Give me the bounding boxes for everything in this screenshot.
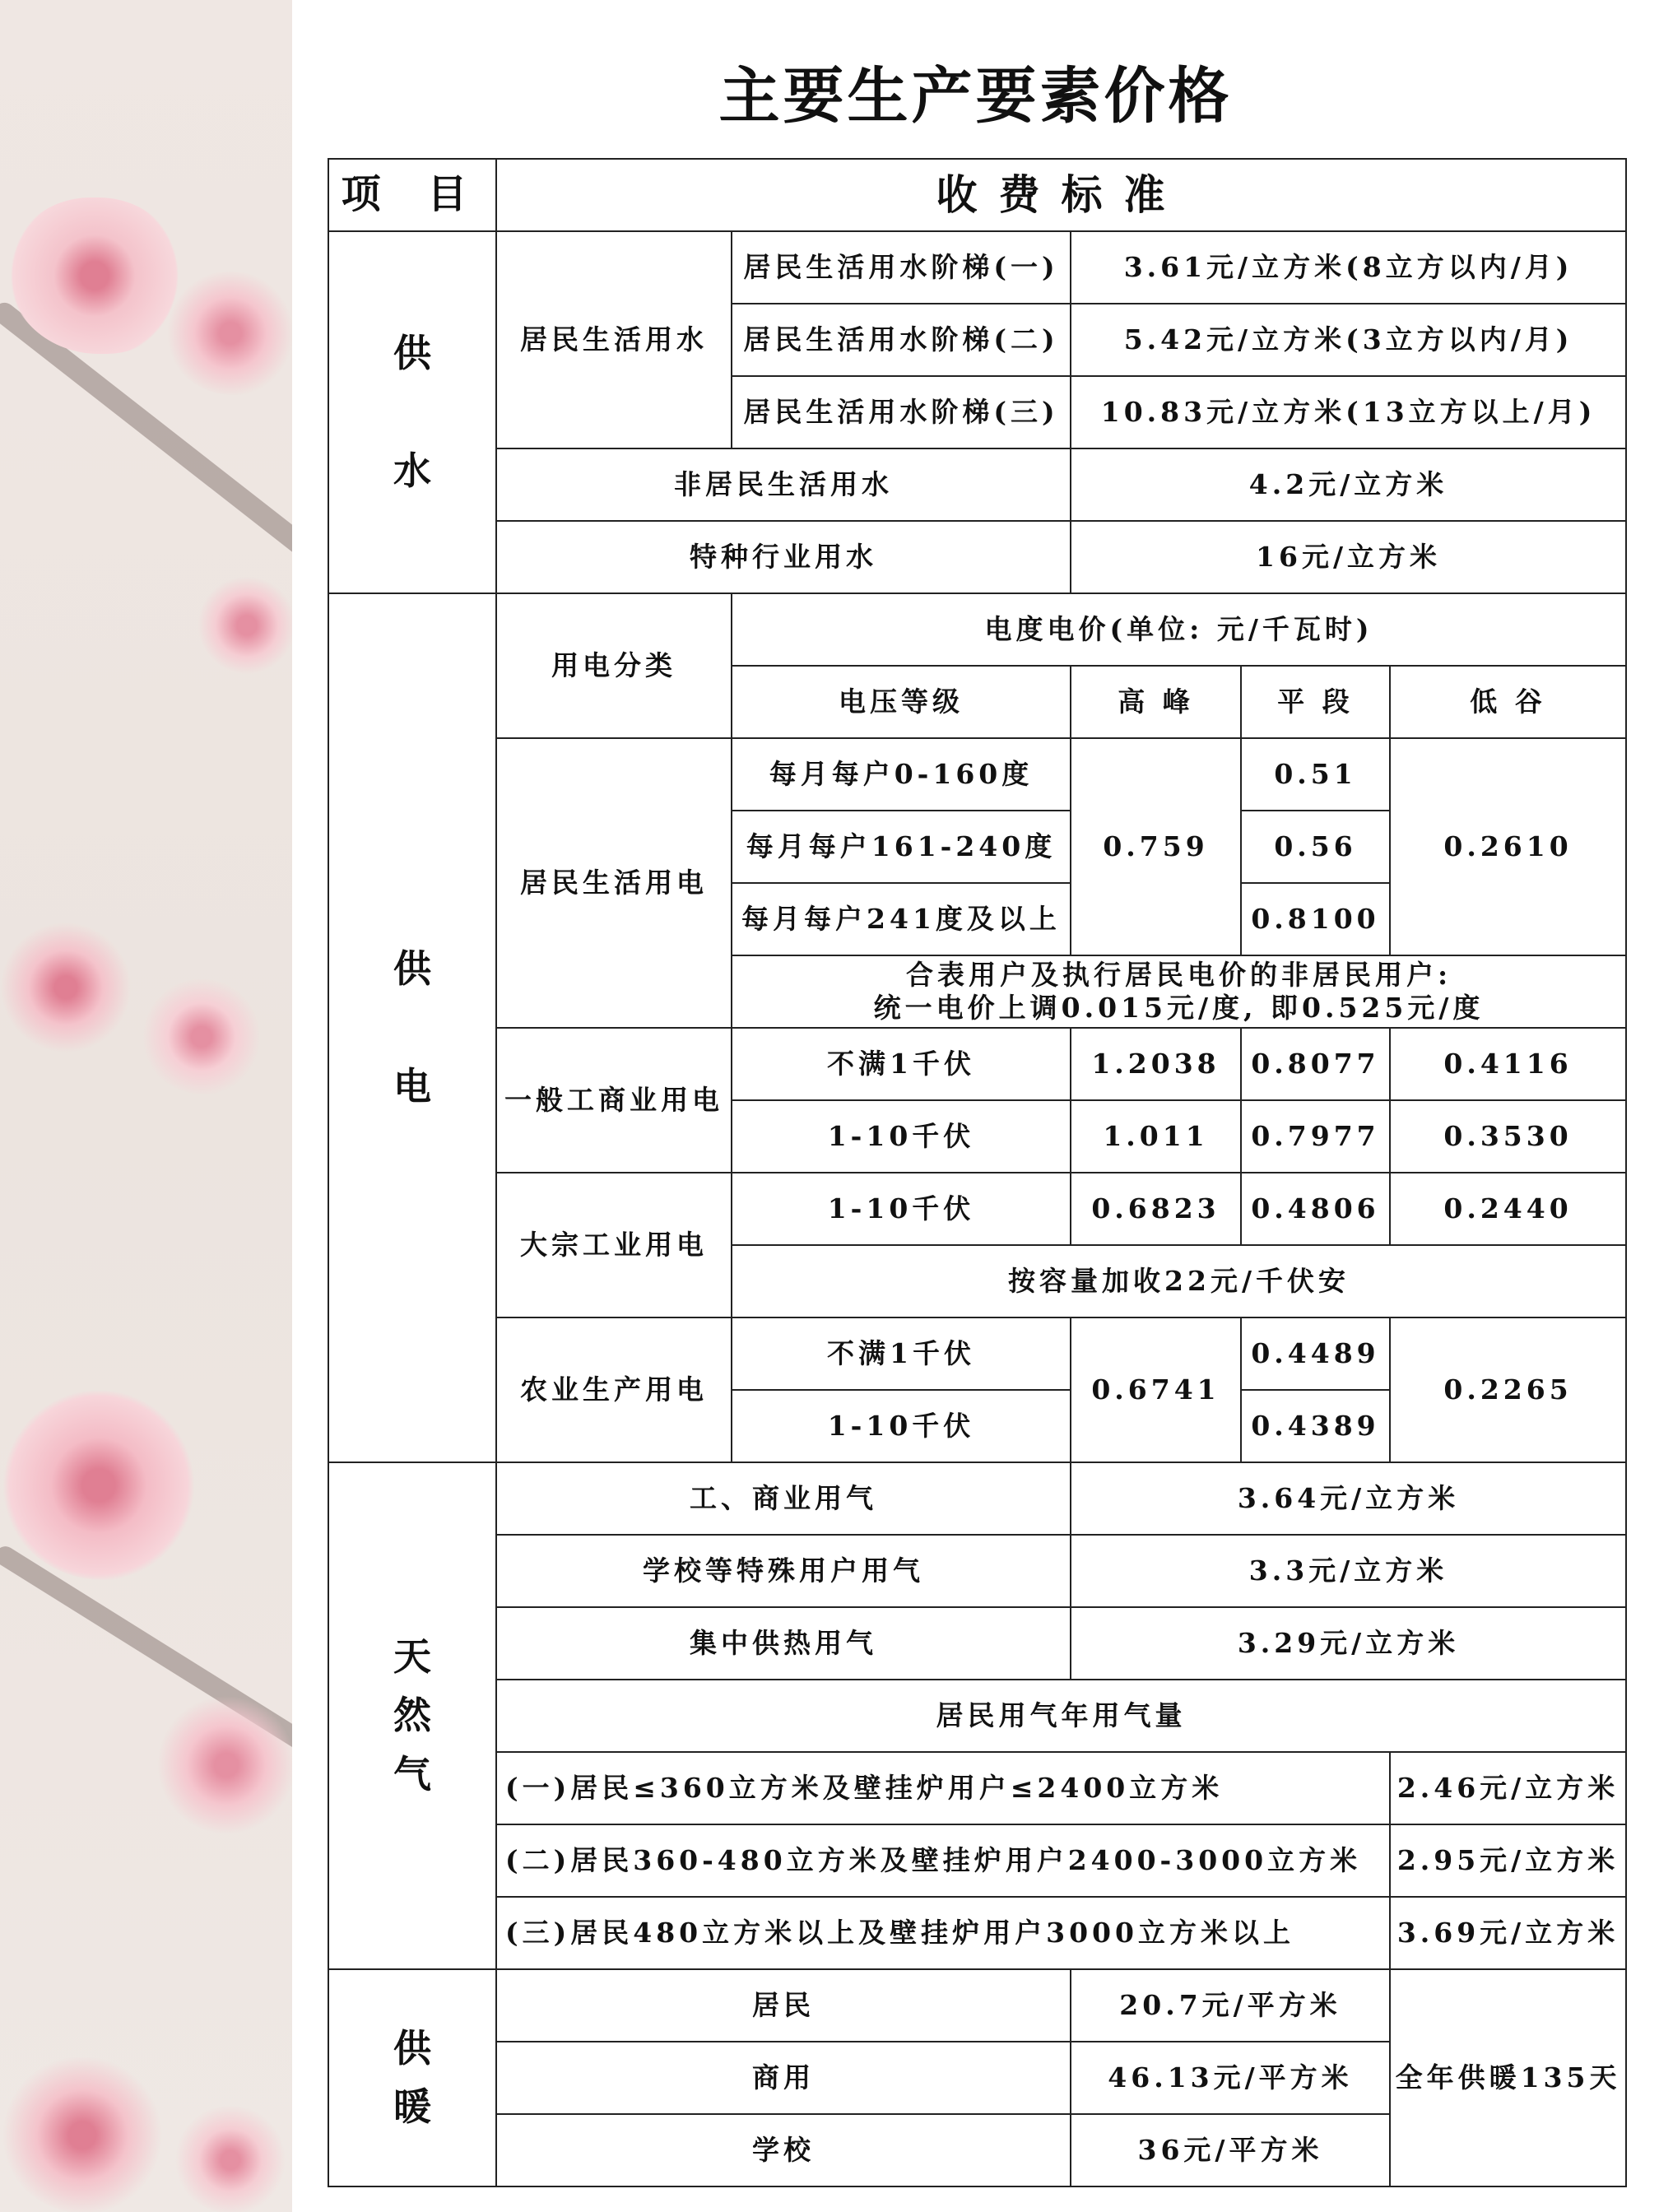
table-row	[328, 1897, 1626, 1969]
residential-power-peak: 0.759	[1071, 738, 1241, 955]
price-table	[328, 158, 1627, 2187]
residential-water-label: 居民生活用水	[496, 231, 732, 448]
agriculture-power-label: 农业生产用电	[496, 1317, 732, 1462]
table-row	[328, 1173, 1626, 1245]
table-row	[328, 1462, 1626, 1535]
industrial-note: 按容量加收22元/千伏安	[732, 1245, 1626, 1317]
gas-tier-price: 3.69元/立方米	[1390, 1897, 1626, 1969]
standard-header: 收费标准	[496, 159, 1626, 231]
water-tier-name: 居民生活用水阶梯(一)	[732, 231, 1071, 304]
agriculture-voltage: 1-10千伏	[732, 1390, 1071, 1462]
gas-use-price: 3.29元/立方米	[1071, 1607, 1626, 1680]
commercial-flat: 0.7977	[1241, 1100, 1390, 1173]
table-row	[328, 738, 1626, 811]
industrial-valley: 0.2440	[1390, 1173, 1626, 1245]
table-row	[328, 1824, 1626, 1897]
flat-header: 平 段	[1241, 666, 1390, 738]
residential-power-tier: 每月每户0-160度	[732, 738, 1071, 811]
agriculture-peak: 0.6741	[1071, 1317, 1241, 1462]
table-row	[328, 1028, 1626, 1100]
commercial-voltage: 不满1千伏	[732, 1028, 1071, 1100]
residential-power-flat: 0.51	[1241, 738, 1390, 811]
power-category: 供 电	[328, 593, 496, 1462]
non-residential-water-name: 非居民生活用水	[496, 448, 1071, 521]
water-category: 供 水	[328, 231, 496, 593]
cherry-blossom-decoration	[0, 0, 292, 2212]
special-water-name: 特种行业用水	[496, 521, 1071, 593]
power-class-label: 用电分类	[496, 593, 732, 738]
gas-use-price: 3.3元/立方米	[1071, 1535, 1626, 1607]
table-row	[328, 448, 1626, 521]
note-line-1: 合表用户及执行居民电价的非居民用户:	[905, 959, 1452, 992]
commercial-power-label: 一般工商业用电	[496, 1028, 732, 1173]
residential-power-tier: 每月每户241度及以上	[732, 883, 1071, 955]
gas-residential-header: 居民用气年用气量	[496, 1680, 1626, 1752]
agriculture-valley: 0.2265	[1390, 1317, 1626, 1462]
table-row	[328, 1317, 1626, 1390]
water-tier-price: 5.42元/立方米(3立方以内/月)	[1071, 304, 1626, 376]
heating-note: 全年供暖135天	[1390, 1969, 1626, 2186]
commercial-valley: 0.4116	[1390, 1028, 1626, 1100]
heating-category: 供 暖	[328, 1969, 496, 2186]
voltage-header: 电压等级	[732, 666, 1071, 738]
gas-use-name: 学校等特殊用户用气	[496, 1535, 1071, 1607]
gas-tier-name: (一)居民≤360立方米及壁挂炉用户≤2400立方米	[496, 1752, 1390, 1824]
valley-header: 低 谷	[1390, 666, 1626, 738]
commercial-flat: 0.8077	[1241, 1028, 1390, 1100]
table-row	[328, 521, 1626, 593]
commercial-valley: 0.3530	[1390, 1100, 1626, 1173]
gas-category: 天 然 气	[328, 1462, 496, 1969]
residential-power-note	[732, 955, 1626, 1028]
industrial-power-label: 大宗工业用电	[496, 1173, 732, 1317]
residential-power-tier: 每月每户161-240度	[732, 811, 1071, 883]
residential-power-valley: 0.2610	[1390, 738, 1626, 955]
table-row	[328, 1680, 1626, 1752]
commercial-peak: 1.011	[1071, 1100, 1241, 1173]
table-row	[328, 1535, 1626, 1607]
heating-use-price: 20.7元/平方米	[1071, 1969, 1390, 2042]
table-row	[328, 1752, 1626, 1824]
heating-use-price: 36元/平方米	[1071, 2114, 1390, 2186]
heating-use-name: 商用	[496, 2042, 1071, 2114]
heating-use-name: 学校	[496, 2114, 1071, 2186]
table-row	[328, 231, 1626, 304]
residential-power-label: 居民生活用电	[496, 738, 732, 1028]
gas-tier-name: (三)居民480立方米以上及壁挂炉用户3000立方米以上	[496, 1897, 1390, 1969]
residential-power-flat: 0.56	[1241, 811, 1390, 883]
item-header: 项 目	[328, 159, 496, 231]
table-row	[328, 1607, 1626, 1680]
heating-use-name: 居民	[496, 1969, 1071, 2042]
gas-use-price: 3.64元/立方米	[1071, 1462, 1626, 1535]
power-price-header: 电度电价(单位: 元/千瓦时)	[732, 593, 1626, 666]
water-tier-name: 居民生活用水阶梯(三)	[732, 376, 1071, 448]
peak-header: 高 峰	[1071, 666, 1241, 738]
water-tier-price: 10.83元/立方米(13立方以上/月)	[1071, 376, 1626, 448]
industrial-voltage: 1-10千伏	[732, 1173, 1071, 1245]
commercial-voltage: 1-10千伏	[732, 1100, 1071, 1173]
special-water-price: 16元/立方米	[1071, 521, 1626, 593]
page-title: 主要生产要素价格	[718, 61, 1233, 132]
agriculture-flat: 0.4389	[1241, 1390, 1390, 1462]
table-row	[328, 593, 1626, 666]
residential-power-flat: 0.8100	[1241, 883, 1390, 955]
gas-use-name: 工、商业用气	[496, 1462, 1071, 1535]
commercial-peak: 1.2038	[1071, 1028, 1241, 1100]
non-residential-water-price: 4.2元/立方米	[1071, 448, 1626, 521]
gas-tier-price: 2.46元/立方米	[1390, 1752, 1626, 1824]
agriculture-voltage: 不满1千伏	[732, 1317, 1071, 1390]
industrial-flat: 0.4806	[1241, 1173, 1390, 1245]
water-tier-name: 居民生活用水阶梯(二)	[732, 304, 1071, 376]
note-line-2: 统一电价上调0.015元/度, 即0.525元/度	[873, 992, 1485, 1024]
gas-tier-name: (二)居民360-480立方米及壁挂炉用户2400-3000立方米	[496, 1824, 1390, 1897]
gas-tier-price: 2.95元/立方米	[1390, 1824, 1626, 1897]
water-tier-price: 3.61元/立方米(8立方以内/月)	[1071, 231, 1626, 304]
table-header-row	[328, 159, 1626, 231]
table-row	[328, 1969, 1626, 2042]
agriculture-flat: 0.4489	[1241, 1317, 1390, 1390]
industrial-peak: 0.6823	[1071, 1173, 1241, 1245]
heating-use-price: 46.13元/平方米	[1071, 2042, 1390, 2114]
gas-use-name: 集中供热用气	[496, 1607, 1071, 1680]
